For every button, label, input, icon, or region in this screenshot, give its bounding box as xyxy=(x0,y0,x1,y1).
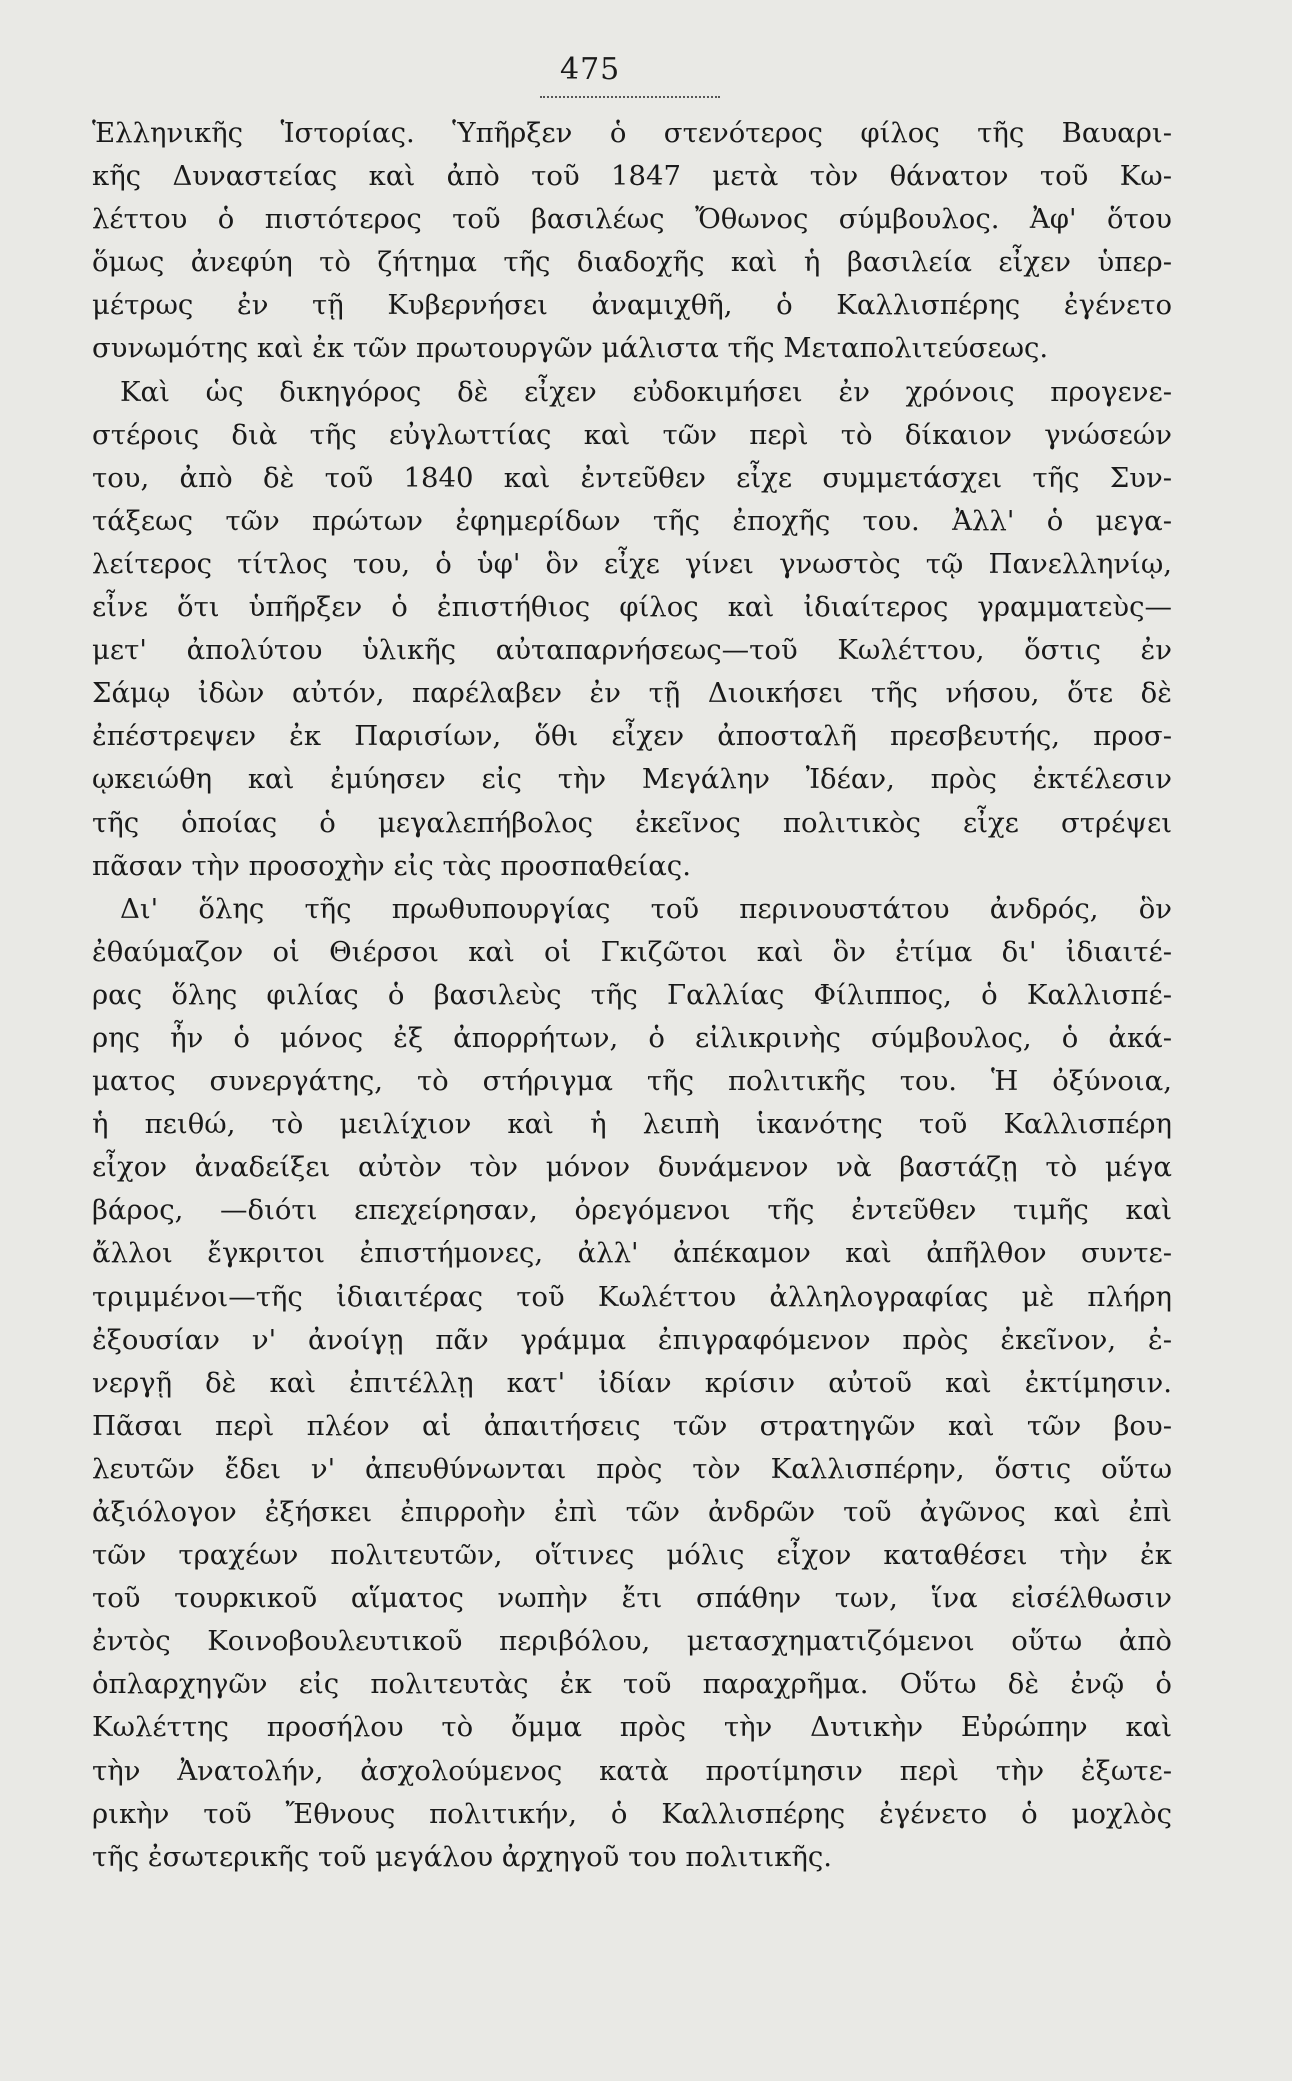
paragraph-3 xyxy=(92,888,1172,1879)
paragraph-1 xyxy=(92,112,1172,371)
text-line: στέροις διὰ τῆς εὐγλωττίας καὶ τῶν περὶ τὸ δίκαιον γνώσεών xyxy=(92,418,1172,451)
text-line: τῶν τραχέων πολιτευτῶν, οἵτινες μόλις εἶχον καταθέσει τὴν ἐκ xyxy=(92,1539,1172,1572)
text-line: συνωμότης καὶ ἐκ τῶν πρωτουργῶν μάλιστα τῆς Μεταπολιτεύσεως. xyxy=(92,332,1049,365)
text-line: μέτρως ἐν τῇ Κυβερνήσει ἀναμιχθῆ, ὁ Καλλισπέρης ἐγένετο xyxy=(92,289,1172,322)
text-line: Σάμῳ ἰδὼν αὐτόν, παρέλαβεν ἐν τῇ Διοικήσει τῆς νήσου, ὅτε δὲ xyxy=(92,677,1172,710)
text-line: λέττου ὁ πιστότερος τοῦ βασιλέως Ὄθωνος σύμβουλος. Ἀφ' ὅτου xyxy=(92,203,1172,236)
text-line: τὴν Ἀνατολήν, ἀσχολούμενος κατὰ προτίμησιν περὶ τὴν ἐξωτε- xyxy=(92,1754,1172,1787)
text-line: ῳκειώθη καὶ ἐμύησεν εἰς τὴν Μεγάλην Ἰδέαν, πρὸς ἐκτέλεσιν xyxy=(92,763,1172,796)
text-line: τριμμένοι—τῆς ἰδιαιτέρας τοῦ Κωλέττου ἀλληλογραφίας μὲ πλήρη xyxy=(92,1280,1172,1313)
text-line: ἐντὸς Κοινοβουλευτικοῦ περιβόλου, μετασχηματιζόμενοι οὕτω ἀπὸ xyxy=(92,1625,1172,1658)
text-line: ἀξιόλογον ἐξήσκει ἐπιρροὴν ἐπὶ τῶν ἀνδρῶν τοῦ ἀγῶνος καὶ ἐπὶ xyxy=(92,1496,1172,1528)
text-line: ματος συνεργάτης, τὸ στήριγμα τῆς πολιτικῆς του. Ἡ ὀξύνοια, xyxy=(92,1065,1172,1098)
text-line: ἡ πειθώ, τὸ μειλίχιον καὶ ἡ λειπὴ ἱκανότης τοῦ Καλλισπέρη xyxy=(92,1108,1172,1141)
page-number-rule xyxy=(540,96,720,98)
page-number: 475 xyxy=(560,52,621,87)
text-line: βάρος, —διότι επεχείρησαν, ὀρεγόμενοι τῆς ἐντεῦθεν τιμῆς καὶ xyxy=(92,1194,1172,1227)
text-line: Ἑλληνικῆς Ἱστορίας. Ὑπῆρξεν ὁ στενότερος φίλος τῆς Βαυαρι- xyxy=(92,117,1172,149)
text-line: τάξεως τῶν πρώτων ἐφημερίδων τῆς ἐποχῆς του. Ἀλλ' ὁ μεγα- xyxy=(92,504,1172,537)
text-line: τῆς ἐσωτερικῆς τοῦ μεγάλου ἀρχηγοῦ του πολιτικῆς. xyxy=(92,1840,833,1873)
text-line: Καὶ ὡς δικηγόρος δὲ εἶχεν εὐδοκιμήσει ἐν χρόνοις προγενε- xyxy=(120,375,1172,408)
text-line: ὁπλαρχηγῶν εἰς πολιτευτὰς ἐκ τοῦ παραχρῆμα. Οὕτω δὲ ἐνῷ ὁ xyxy=(92,1668,1172,1701)
text-line: Πᾶσαι περὶ πλέον αἱ ἀπαιτήσεις τῶν στρατηγῶν καὶ τῶν βου- xyxy=(92,1409,1172,1442)
text-line: νεργῇ δὲ καὶ ἐπιτέλλῃ κατ' ἰδίαν κρίσιν αὐτοῦ καὶ ἐκτίμησιν. xyxy=(92,1366,1172,1399)
text-line: τοῦ τουρκικοῦ αἵματος νωπὴν ἔτι σπάθην των, ἵνα εἰσέλθωσιν xyxy=(92,1582,1172,1615)
text-line: Δι' ὅλης τῆς πρωθυπουργίας τοῦ περινουστάτου ἀνδρός, ὃν xyxy=(120,892,1172,925)
text-line: εἶνε ὅτι ὑπῆρξεν ὁ ἐπιστήθιος φίλος καὶ ἰδιαίτερος γραμματεὺς— xyxy=(92,591,1172,624)
text-line: ἐθαύμαζον οἱ Θιέρσοι καὶ οἱ Γκιζῶτοι καὶ ὃν ἐτίμα δι' ἰδιαιτέ- xyxy=(92,935,1172,968)
text-line: Κωλέττης προσήλου τὸ ὄμμα πρὸς τὴν Δυτικὴν Εὐρώπην καὶ xyxy=(92,1711,1172,1744)
text-line: λευτῶν ἔδει ν' ἀπευθύνωνται πρὸς τὸν Καλλισπέρην, ὅστις οὕτω xyxy=(92,1452,1172,1485)
text-line: τῆς ὁποίας ὁ μεγαλεπήβολος ἐκεῖνος πολιτικὸς εἶχε στρέψει xyxy=(92,806,1172,839)
text-line: εἶχον ἀναδείξει αὐτὸν τὸν μόνον δυνάμενον νὰ βαστάζῃ τὸ μέγα xyxy=(92,1151,1172,1184)
text-line: πᾶσαν τὴν προσοχὴν εἰς τὰς προσπαθείας. xyxy=(92,849,691,882)
body-text xyxy=(92,112,1172,1879)
text-line: κῆς Δυναστείας καὶ ἀπὸ τοῦ 1847 μετὰ τὸν θάνατον τοῦ Κω- xyxy=(92,160,1172,193)
text-line: ὅμως ἀνεφύη τὸ ζήτημα τῆς διαδοχῆς καὶ ἡ βασιλεία εἶχεν ὑπερ- xyxy=(92,246,1172,279)
text-line: ρας ὅλης φιλίας ὁ βασιλεὺς τῆς Γαλλίας Φίλιππος, ὁ Καλλισπέ- xyxy=(92,978,1172,1011)
text-line: του, ἀπὸ δὲ τοῦ 1840 καὶ ἐντεῦθεν εἶχε συμμετάσχει τῆς Συν- xyxy=(92,461,1172,494)
text-line: ἐξουσίαν ν' ἀνοίγῃ πᾶν γράμμα ἐπιγραφόμενον πρὸς ἐκεῖνον, ἐ- xyxy=(92,1323,1172,1356)
text-line: μετ' ἀπολύτου ὑλικῆς αὐταπαρνήσεως—τοῦ Κωλέττου, ὅστις ἐν xyxy=(92,634,1172,667)
text-line: ρικὴν τοῦ Ἔθνους πολιτικήν, ὁ Καλλισπέρης ἐγένετο ὁ μοχλὸς xyxy=(92,1797,1172,1830)
text-line: ρης ἦν ὁ μόνος ἐξ ἀπορρήτων, ὁ εἰλικρινὴς σύμβουλος, ὁ ἀκά- xyxy=(92,1021,1172,1054)
text-line: λείτερος τίτλος του, ὁ ὑφ' ὃν εἶχε γίνει γνωστὸς τῷ Πανελληνίῳ, xyxy=(92,547,1172,580)
paragraph-2 xyxy=(92,371,1172,888)
text-line: ἐπέστρεψεν ἐκ Παρισίων, ὅθι εἶχεν ἀποσταλῆ πρεσβευτής, προσ- xyxy=(92,720,1172,753)
text-line: ἄλλοι ἔγκριτοι ἐπιστήμονες, ἀλλ' ἀπέκαμον καὶ ἀπῆλθον συντε- xyxy=(92,1237,1172,1270)
